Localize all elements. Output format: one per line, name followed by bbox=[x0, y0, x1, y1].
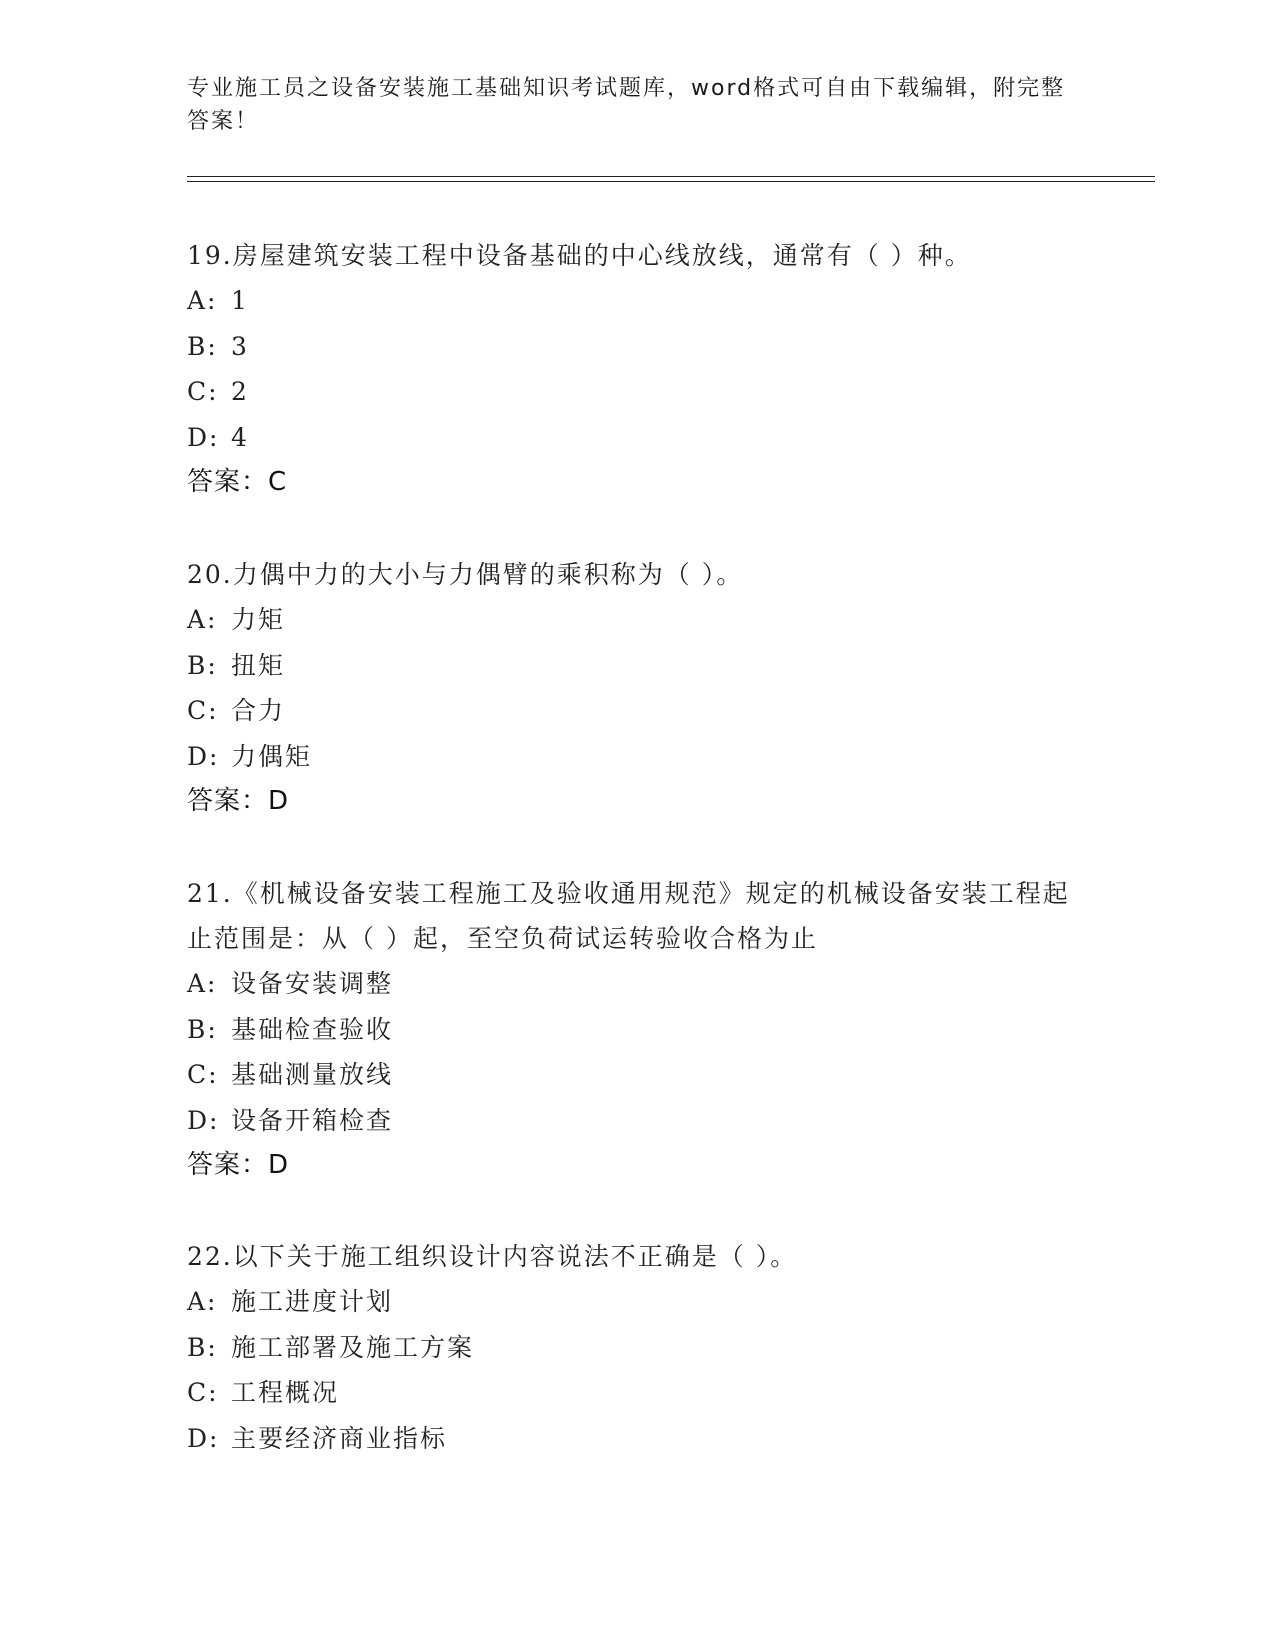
option-text: 扭矩 bbox=[231, 650, 286, 680]
option-key: A: bbox=[187, 1287, 218, 1316]
option-d bbox=[187, 1098, 1087, 1144]
question-22 bbox=[187, 1234, 1087, 1461]
option-text: 施工进度计划 bbox=[231, 1287, 394, 1316]
option-key: A: bbox=[187, 286, 218, 315]
option-text: 设备安装调整 bbox=[231, 969, 394, 998]
option-text: 力矩 bbox=[231, 605, 286, 634]
option-d bbox=[187, 1416, 1087, 1462]
option-key: B: bbox=[187, 331, 218, 361]
answer-line: 答案：D bbox=[187, 1150, 290, 1180]
option-key: D: bbox=[187, 741, 220, 771]
question-stem: 19.房屋建筑安装工程中设备基础的中心线放线，通常有（ ）种。 bbox=[187, 241, 972, 270]
option-a bbox=[187, 597, 1087, 643]
option-b bbox=[187, 1325, 1087, 1371]
option-text: 1 bbox=[231, 286, 249, 315]
option-text: 主要经济商业指标 bbox=[231, 1423, 448, 1453]
option-b bbox=[187, 643, 1087, 689]
question-stem: 22.以下关于施工组织设计内容说法不正确是（ ）。 bbox=[187, 1242, 798, 1271]
option-key: B: bbox=[187, 1332, 218, 1362]
option-text: 4 bbox=[231, 422, 249, 452]
option-text: 基础检查验收 bbox=[231, 1014, 394, 1044]
option-text: 合力 bbox=[231, 696, 286, 725]
question-stem: 21.《机械设备安装工程施工及验收通用规范》规定的机械设备安装工程起止范围是：从（ ）起，至空负荷试运转验收合格为止 bbox=[187, 879, 1070, 953]
option-text: 施工部署及施工方案 bbox=[231, 1332, 475, 1362]
question-20 bbox=[187, 552, 1087, 824]
header-rule-bottom bbox=[187, 181, 1155, 182]
answer-line: 答案：C bbox=[187, 467, 288, 497]
option-text: 2 bbox=[231, 377, 249, 406]
option-b bbox=[187, 1007, 1087, 1053]
option-d bbox=[187, 415, 1087, 461]
option-text: 力偶矩 bbox=[231, 741, 313, 771]
answer-line: 答案：D bbox=[187, 786, 290, 816]
option-key: D: bbox=[187, 422, 220, 452]
option-key: C: bbox=[187, 1060, 219, 1089]
option-text: 工程概况 bbox=[231, 1378, 340, 1407]
page-header: 专业施工员之设备安装施工基础知识考试题库，word格式可自由下载编辑，附完整答案！ bbox=[187, 76, 1066, 134]
question-stem: 20.力偶中力的大小与力偶臂的乘积称为（ ）。 bbox=[187, 560, 744, 589]
header-rule-top bbox=[187, 176, 1155, 177]
option-text: 3 bbox=[231, 331, 249, 361]
option-key: D: bbox=[187, 1423, 220, 1453]
option-text: 设备开箱检查 bbox=[231, 1105, 394, 1135]
option-b bbox=[187, 324, 1087, 370]
option-key: A: bbox=[187, 969, 218, 998]
option-a bbox=[187, 1279, 1087, 1325]
option-c bbox=[187, 688, 1087, 734]
option-d bbox=[187, 734, 1087, 780]
option-key: D: bbox=[187, 1105, 220, 1135]
option-key: B: bbox=[187, 1014, 218, 1044]
option-c bbox=[187, 369, 1087, 415]
option-key: C: bbox=[187, 1378, 219, 1407]
option-key: C: bbox=[187, 377, 219, 406]
option-c bbox=[187, 1052, 1087, 1098]
option-text: 基础测量放线 bbox=[231, 1060, 394, 1089]
option-key: B: bbox=[187, 650, 218, 680]
question-19 bbox=[187, 233, 1087, 505]
question-21 bbox=[187, 871, 1087, 1188]
option-c bbox=[187, 1370, 1087, 1416]
option-key: C: bbox=[187, 696, 219, 725]
option-a bbox=[187, 278, 1087, 324]
option-key: A: bbox=[187, 605, 218, 634]
option-a bbox=[187, 961, 1087, 1007]
